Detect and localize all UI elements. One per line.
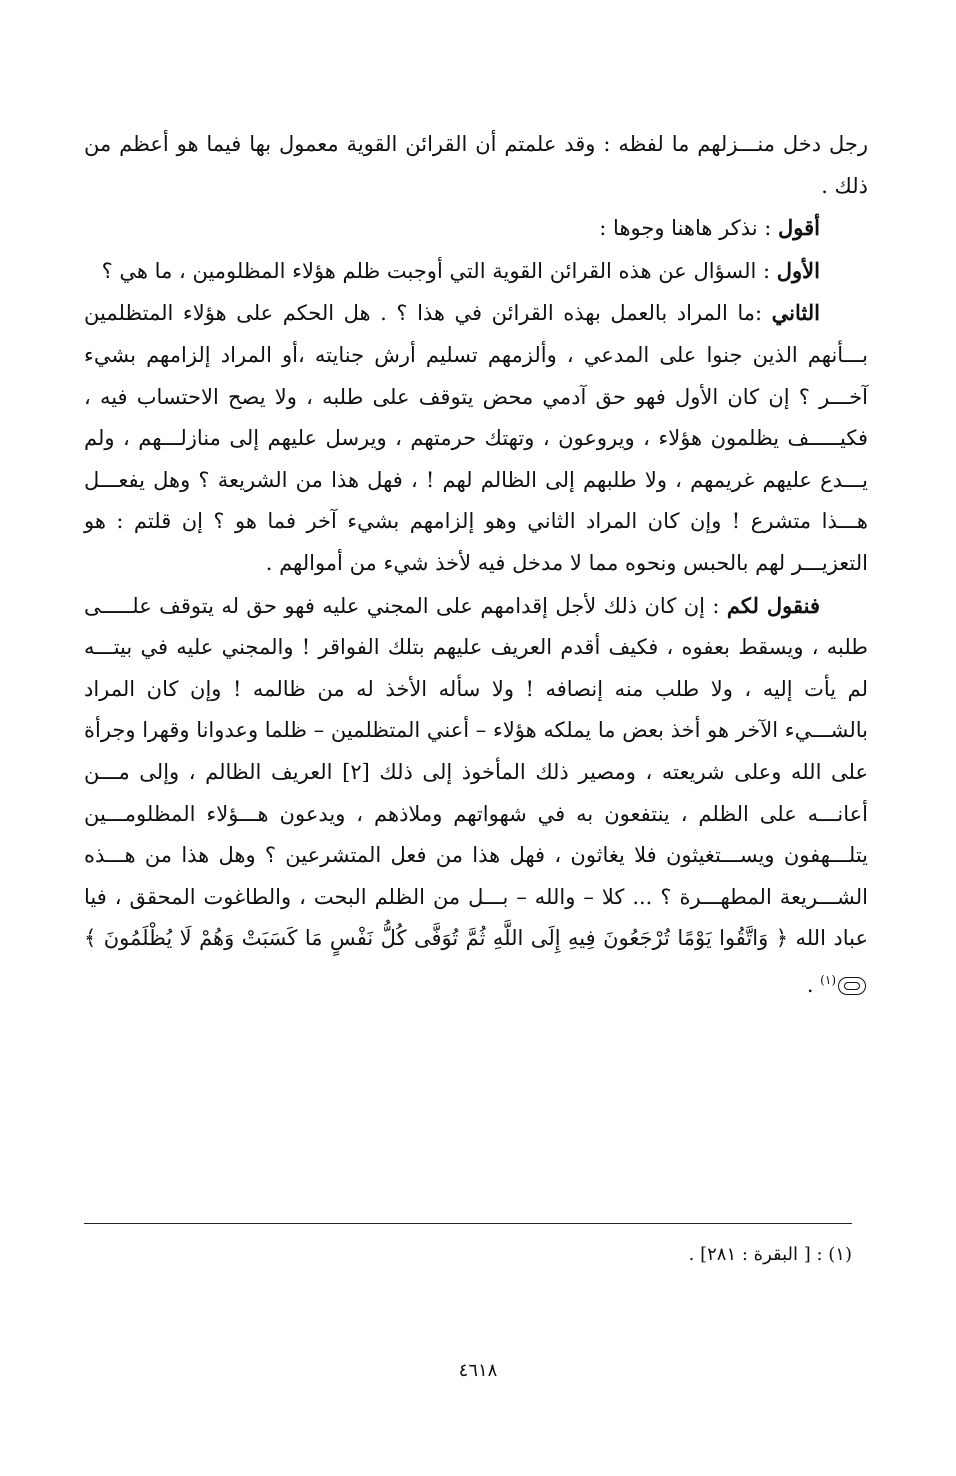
paragraph-3 bbox=[84, 250, 868, 293]
verse-close-bracket: ﴾ bbox=[84, 926, 97, 951]
paragraph-2 bbox=[84, 207, 868, 250]
verse-text: وَاتَّقُوا يَوْمًا تُرْجَعُونَ فِيهِ إِلَى اللَّهِ ثُمَّ تُوَفَّى كُلُّ نَفْسٍ مَا كَسَبَتْ وَهُمْ لَا يُظْلَمُونَ bbox=[96, 926, 776, 951]
paragraph-1-text: رجل دخل منـــزلهم ما لفظه : وقد علمتم أن القرائن القوية معمول بها فيما هو أعظم من ذلك . bbox=[84, 132, 868, 198]
paragraph-4 bbox=[84, 292, 868, 584]
quran-verse bbox=[84, 926, 868, 997]
footnote-divider bbox=[84, 1223, 852, 1224]
footnote: (١) : [ البقرة : ٢٨١] . bbox=[688, 1244, 852, 1265]
verse-open-bracket: ﴿ bbox=[775, 926, 789, 951]
paragraph-3-text: : السؤال عن هذه القرائن القوية التي أوجبت ظلم هؤلاء المظلومين ، ما هي ؟ bbox=[101, 258, 777, 283]
verse-end-mark: . bbox=[806, 972, 821, 997]
paragraph-4-text: :ما المراد بالعمل بهذه القرائن في هذا ؟ . هل الحكم على هؤلاء المتظلمين بـــأنهم الذين جنوا على المدعي ، وألزمهم تسليم أرش جنايته ،أو المراد إلزامهم بشيء آخـــر ؟ إن كان الأول فهو حق آدمي محض يتوقف على طلبه ، ولا يصح الاحتساب فيه ، فكيـــــف يظلمون هؤلاء ، ويروعون ، وتهتك حرمتهم ، ويرسل عليهم إلى منازلـــهم ، ولم يـــدع عليهم غريمهم ، ولا طلبهم إلى الظالم لهم ! ، فهل هذا من الشريعة ؟ وهل يفعـــل هـــذا متشرع ! وإن كان المراد الثاني وهو إلزامهم بشيء آخر فما هو ؟ إن قلتم : هو التعزيـــر لهم بالحبس ونحوه مما لا مدخل فيه لأخذ شيء من أموالهم . bbox=[84, 301, 868, 575]
sura-emblem-icon bbox=[838, 977, 866, 995]
paragraph-4-lead: الثاني bbox=[771, 300, 820, 326]
paragraph-1 bbox=[84, 124, 868, 207]
footnote-reference: (١) bbox=[820, 972, 836, 987]
paragraph-5 bbox=[84, 585, 868, 1007]
paragraph-5-lead: فنقول لكم bbox=[726, 592, 821, 618]
paragraph-2-text: : نذكر هاهنا وجوها : bbox=[599, 216, 779, 241]
main-text bbox=[84, 124, 868, 1006]
paragraph-3-lead: الأول bbox=[776, 257, 820, 283]
page-number: ٤٦١٨ bbox=[458, 1360, 498, 1381]
paragraph-2-lead: أقول bbox=[778, 215, 820, 241]
paragraph-5-text: : إن كان ذلك لأجل إقدامهم على المجني عليه فهو حق له يتوقف علـــــى طلبه ، ويسقط بعفوه ، فكيف أقدم العريف عليهم بتلك الفواقر ! والمجني عليه في بيتـــه لم يأت إليه ، ولا طلب منه إنصافه ! ولا سأله الأخذ له من ظالمه ! وإن كان المراد بالشـــيء الآخر هو أخذ بعض ما يملكه هؤلاء – أعني المتظلمين – ظلما وعدوانا وقهرا وجرأة على الله وعلى شريعته ، ومصير ذلك المأخوذ إلى ذلك [٢] العريف الظالم ، وإلى مـــن أعانـــه على الظلم ، ينتفعون به في شهواتهم وملاذهم ، ويدعون هـــؤلاء المظلومـــين يتلـــهفون ويســـتغيثون فلا يغاثون ، فهل هذا من فعل المتشرعين ؟ وهل هذا من هـــذه الشـــريعة المطهـــرة ؟ ... كلا – والله – بـــل من الظلم البحت ، والطاغوت المحقق ، فيا عباد الله bbox=[84, 593, 869, 951]
